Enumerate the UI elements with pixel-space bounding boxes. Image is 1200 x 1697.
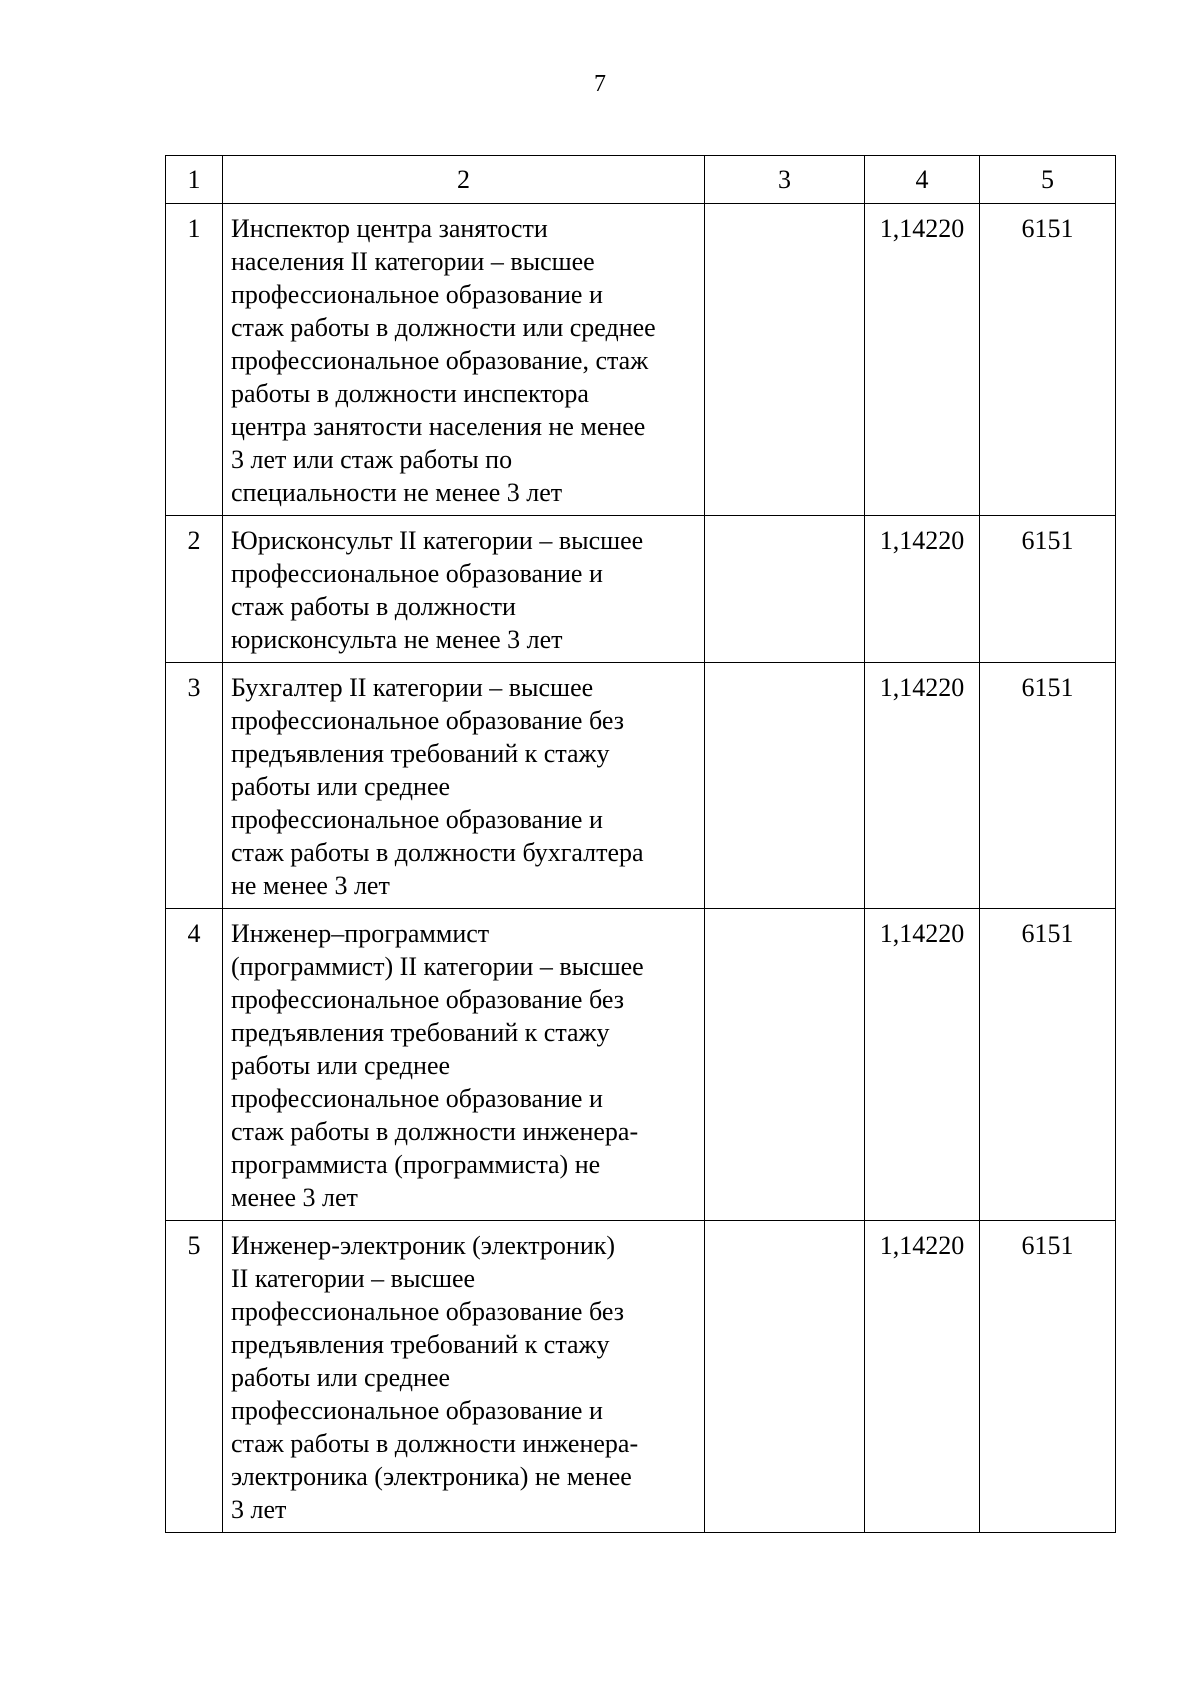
description-line: программиста (программиста) не: [231, 1150, 601, 1179]
coefficient-cell: 1,14220: [865, 204, 980, 516]
position-description: [223, 1221, 705, 1533]
positions-table: [165, 155, 1116, 1533]
description-line: специальности не менее 3 лет: [231, 478, 563, 507]
header-cell-4: 4: [865, 156, 980, 204]
description-line: предъявления требований к стажу: [231, 1018, 610, 1047]
description-line: профессиональное образование без: [231, 985, 624, 1014]
row-number: 5: [166, 1221, 223, 1533]
description-line: профессиональное образование и: [231, 1396, 603, 1425]
position-description: [223, 909, 705, 1221]
position-description: [223, 663, 705, 909]
description-line: центра занятости населения не менее: [231, 412, 646, 441]
header-cell-3: 3: [705, 156, 865, 204]
table-row: [166, 1221, 1116, 1533]
description-line: профессиональное образование и: [231, 805, 603, 834]
header-cell-5: 5: [980, 156, 1116, 204]
description-line: Инспектор центра занятости: [231, 214, 548, 243]
description-line: профессиональное образование без: [231, 1297, 624, 1326]
code-cell: 6151: [980, 204, 1116, 516]
coefficient-cell: 1,14220: [865, 516, 980, 663]
description-line: стаж работы в должности инженера-: [231, 1429, 639, 1458]
description-line: электроника (электроника) не менее: [231, 1462, 632, 1491]
code-cell: 6151: [980, 663, 1116, 909]
position-description: [223, 516, 705, 663]
code-cell: 6151: [980, 909, 1116, 1221]
description-line: предъявления требований к стажу: [231, 1330, 610, 1359]
column-3-cell: [705, 663, 865, 909]
description-line: менее 3 лет: [231, 1183, 358, 1212]
column-3-cell: [705, 1221, 865, 1533]
description-line: не менее 3 лет: [231, 871, 390, 900]
code-cell: 6151: [980, 1221, 1116, 1533]
table-row: [166, 909, 1116, 1221]
description-line: 3 лет: [231, 1495, 287, 1524]
column-3-cell: [705, 516, 865, 663]
table-row: [166, 516, 1116, 663]
description-line: работы или среднее: [231, 1363, 451, 1392]
description-line: стаж работы в должности инженера-: [231, 1117, 639, 1146]
description-line: профессиональное образование и: [231, 1084, 603, 1113]
description-line: профессиональное образование без: [231, 706, 624, 735]
column-3-cell: [705, 909, 865, 1221]
description-line: Юрисконсульт II категории – высшее: [231, 526, 644, 555]
description-line: Бухгалтер II категории – высшее: [231, 673, 594, 702]
description-line: профессиональное образование, стаж: [231, 346, 649, 375]
description-line: работы в должности инспектора: [231, 379, 589, 408]
description-line: населения II категории – высшее: [231, 247, 595, 276]
description-line: (программист) II категории – высшее: [231, 952, 644, 981]
description-line: II категории – высшее: [231, 1264, 476, 1293]
row-number: 3: [166, 663, 223, 909]
coefficient-cell: 1,14220: [865, 909, 980, 1221]
description-line: Инженер–программист: [231, 919, 490, 948]
description-line: Инженер-электроник (электроник): [231, 1231, 616, 1260]
row-number: 2: [166, 516, 223, 663]
description-line: работы или среднее: [231, 772, 451, 801]
coefficient-cell: 1,14220: [865, 663, 980, 909]
description-line: работы или среднее: [231, 1051, 451, 1080]
description-line: стаж работы в должности или среднее: [231, 313, 656, 342]
table-header-row: [166, 156, 1116, 204]
description-line: стаж работы в должности бухгалтера: [231, 838, 644, 867]
row-number: 4: [166, 909, 223, 1221]
position-description: [223, 204, 705, 516]
header-cell-1: 1: [166, 156, 223, 204]
code-cell: 6151: [980, 516, 1116, 663]
description-line: профессиональное образование и: [231, 559, 603, 588]
table-row: [166, 204, 1116, 516]
column-3-cell: [705, 204, 865, 516]
header-cell-2: 2: [223, 156, 705, 204]
description-line: профессиональное образование и: [231, 280, 603, 309]
description-line: стаж работы в должности: [231, 592, 516, 621]
page-number: 7: [594, 71, 606, 97]
table-row: [166, 663, 1116, 909]
row-number: 1: [166, 204, 223, 516]
description-line: юрисконсульта не менее 3 лет: [231, 625, 563, 654]
coefficient-cell: 1,14220: [865, 1221, 980, 1533]
description-line: предъявления требований к стажу: [231, 739, 610, 768]
description-line: 3 лет или стаж работы по: [231, 445, 513, 474]
